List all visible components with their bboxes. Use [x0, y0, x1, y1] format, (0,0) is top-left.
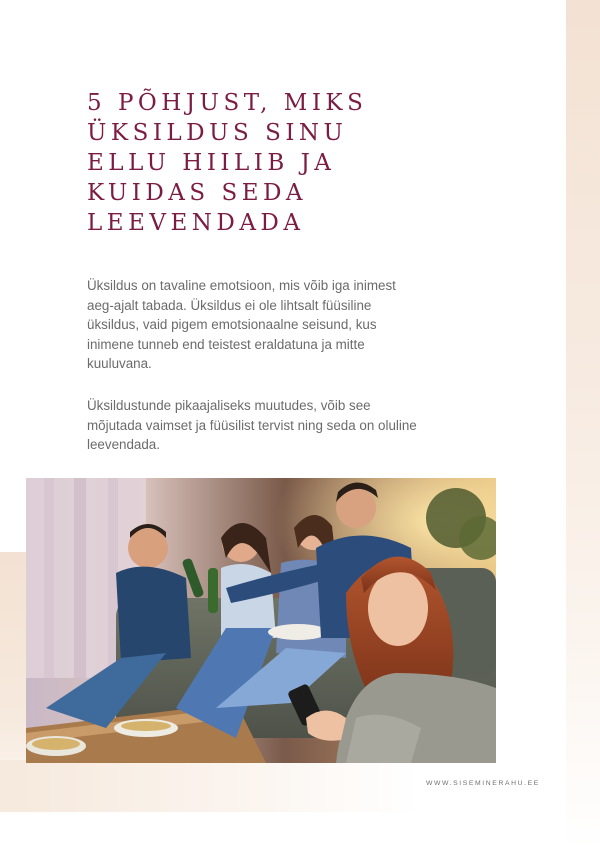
footer-website-url[interactable]: WWW.SISEMINERAHU.EE [426, 780, 540, 787]
friends-photo [26, 478, 496, 763]
decorative-bottom-band [0, 760, 420, 812]
second-paragraph: Üksildustunde pikaajaliseks muutudes, võib see mõjutada vaimset ja füüsilist tervist ning seda on oluline leevendada. [87, 398, 417, 453]
intro-paragraph: Üksildus on tavaline emotsioon, mis võib iga inimest aeg-ajalt tabada. Üksildus ei ole lihtsalt füüsiline üksildus, vaid pigem emotsionaalne seisund, kus inimene tunneb end teistest eraldatuna ja mitte kuuluvana. [87, 278, 396, 372]
decorative-side-panel [566, 0, 600, 849]
page-title: 5 PÕHJUST, MIKS ÜKSILDUS SINU ELLU HIILIB JA KUIDAS SEDA LEEVENDADA [87, 90, 368, 236]
